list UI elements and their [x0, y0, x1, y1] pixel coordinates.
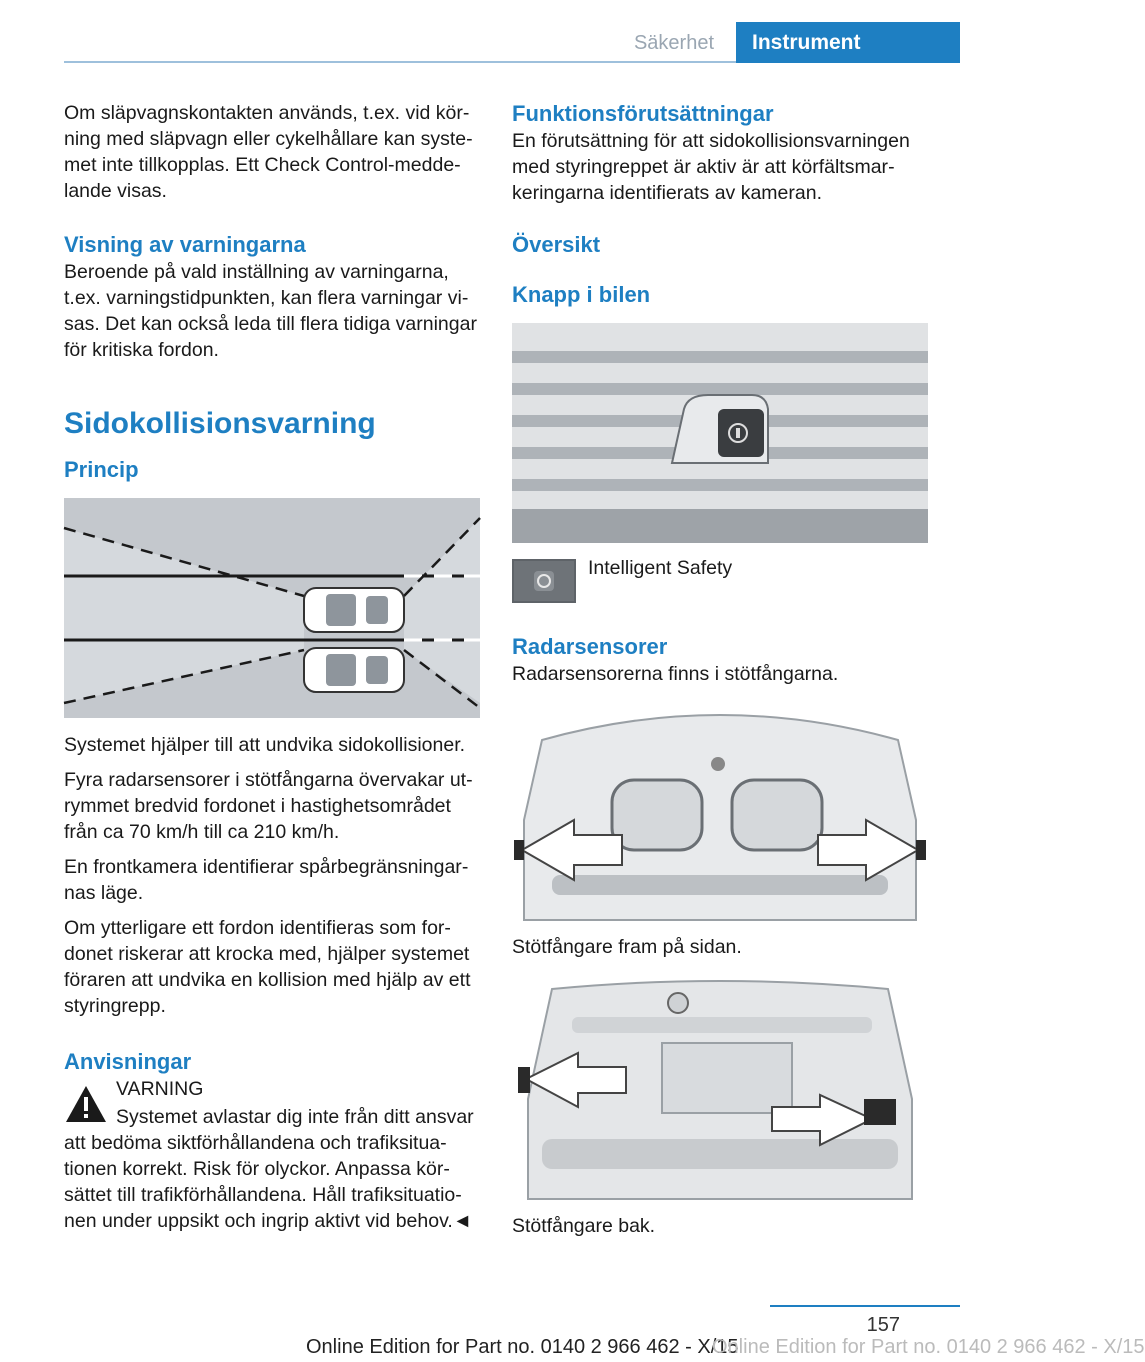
function-paragraph: En förutsättning för att sidokollisionsvarningen med styringreppet är aktiv är att körfältsmarkeringarna identifierats av kameran. [512, 130, 910, 204]
display-heading: Visning av varningarna [64, 232, 306, 257]
display-paragraph: Beroende på vald inställning av varningarna, t.ex. varningstidpunkten, kan flera varningar visas. Det kan också leda till flera tidiga varningar för kritiska fordon. [64, 261, 477, 361]
warning-label: VARNING [116, 1078, 204, 1100]
button-heading: Knapp i bilen [512, 282, 651, 307]
watermark: Online Edition for Part no. 0140 2 966 462 - X/15 [712, 1336, 1145, 1358]
principle-diagram [64, 498, 480, 718]
radar-paragraph: Radarsensorerna finns i stötfångarna. [512, 663, 839, 685]
rear-caption: Stötfångare bak. [512, 1215, 656, 1237]
vehicle-icon [304, 648, 404, 692]
edition-text: Online Edition for Part no. 0140 2 966 462 - X/15 [306, 1336, 739, 1358]
tab-section[interactable]: Säkerhet [633, 31, 715, 54]
paragraph-3: En frontkamera identifierar spårbegränsningarnas läge. [64, 856, 469, 904]
right-column [512, 100, 932, 1248]
footer-rule [770, 1305, 960, 1307]
page-number: 157 [866, 1314, 900, 1336]
tab-chapter[interactable]: Instrument [736, 22, 960, 63]
overview-heading: Översikt [512, 232, 601, 257]
button-photo [512, 323, 928, 543]
notes-heading: Anvisningar [64, 1049, 192, 1074]
front-caption: Stötfångare fram på sidan. [512, 936, 742, 958]
rear-bumper-photo [512, 979, 928, 1199]
warning-text: Systemet avlastar dig inte från ditt ansvar att bedöma siktförhållandena och trafiksituationen korrekt. Risk för olyckor. Anpassa körsättet till trafikförhållandena. Håll trafiksituationen under uppsikt och ingrip aktivt vid behov.◄ [64, 1106, 474, 1232]
intro-paragraph: Om släpvagnskontakten används, t.ex. vid körning med släpvagn eller cykelhållare kan systemet inte tillkopplas. Ett Check Control-meddelande visas. [64, 102, 473, 202]
intelligent-safety-icon [512, 559, 576, 603]
paragraph-1: Systemet hjälper till att undvika sidokollisioner. [64, 734, 466, 756]
warning-block [64, 1076, 484, 1102]
left-column [64, 100, 484, 1243]
button-legend [512, 559, 932, 603]
vehicle-icon [304, 588, 404, 632]
paragraph-4: Om ytterligare ett fordon identifieras som fordonet riskerar att krocka med, hjälper systemet föraren att undvika en kollision med hjälp av ett styringrepp. [64, 917, 471, 1017]
section-title: Sidokollisionsvarning [64, 407, 376, 440]
function-heading: Funktionsförutsättningar [512, 101, 774, 126]
warning-triangle-icon [64, 1084, 108, 1124]
principle-heading: Princip [64, 457, 139, 482]
paragraph-2: Fyra radarsensorer i stötfångarna övervakar utrymmet bredvid fordonet i hastighetsområdet från ca 70 km/h till ca 210 km/h. [64, 769, 473, 843]
radar-heading: Radarsensorer [512, 634, 668, 659]
button-caption: Intelligent Safety [588, 557, 733, 579]
front-bumper-photo [512, 700, 928, 920]
